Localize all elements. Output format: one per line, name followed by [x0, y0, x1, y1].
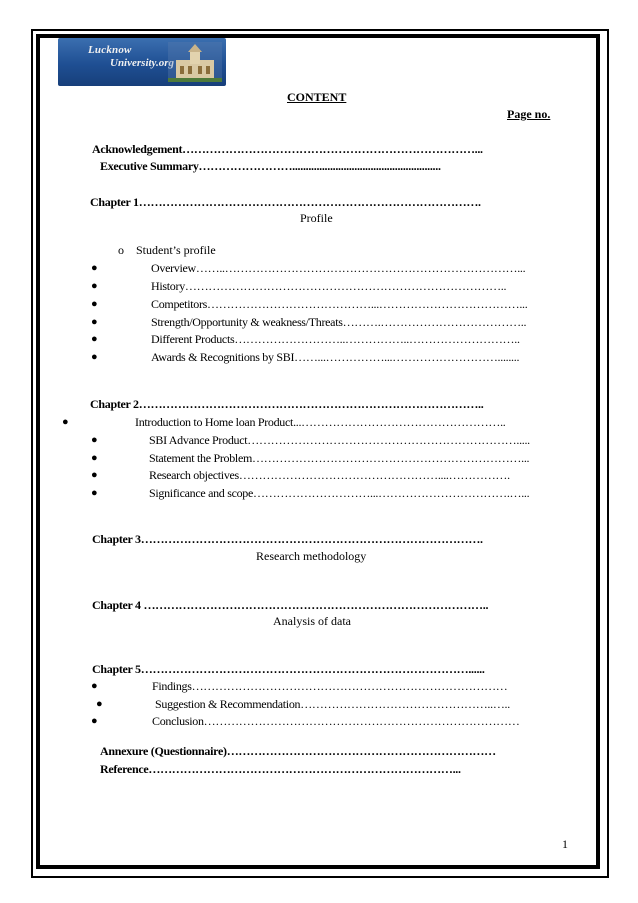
- bullet-icon: ●: [91, 280, 98, 292]
- bullet-icon: ●: [91, 680, 98, 692]
- toc-item: Introduction to Home loan Product...……………………………………………..: [135, 415, 506, 429]
- bullet-icon: ●: [91, 316, 98, 328]
- toc-annexure: Annexure (Questionnaire)……………………………………………………………: [100, 744, 496, 758]
- toc-item: Research objectives……………………………………………....…………….: [149, 468, 510, 482]
- logo-line2: University.org: [110, 57, 175, 69]
- circle-bullet: o: [118, 243, 124, 257]
- bullet-icon: ●: [91, 333, 98, 345]
- toc-item: Significance and scope…………………………...…………………………….…...: [149, 486, 530, 500]
- bullet-icon: ●: [91, 298, 98, 310]
- bullet-icon: ●: [91, 469, 98, 481]
- toc-chapter-1: Chapter 1…………………………………………………………………………….: [90, 195, 481, 209]
- toc-item: Conclusion………………………………………………………………………: [152, 714, 520, 728]
- toc-item: Competitors……………………………………...………………………………...: [151, 297, 528, 311]
- bullet-icon: ●: [91, 351, 98, 363]
- toc-item: Awards & Recognitions by SBI……...……………...………………………........: [151, 350, 520, 364]
- bullet-icon: ●: [91, 487, 98, 499]
- university-logo: [58, 38, 226, 86]
- toc-chapter-3: Chapter 3…………………………………………………………………………….: [92, 532, 483, 546]
- chapter-4-subtitle: Analysis of data: [273, 614, 351, 628]
- toc-item: Overview……..…………………………………………………………………...: [151, 261, 526, 275]
- bullet-icon: ●: [62, 416, 69, 428]
- toc-acknowledgement: Acknowledgement…………………………………………………………………...: [92, 142, 483, 156]
- toc-item: SBI Advance Product…………………………………………………………….....: [149, 433, 530, 447]
- building-icon: [168, 42, 222, 82]
- toc-chapter-2: Chapter 2……………………………………………………………………………..: [90, 397, 484, 411]
- bullet-icon: ●: [96, 698, 103, 710]
- chapter-3-subtitle: Research methodology: [256, 549, 367, 563]
- toc-item: Different Products………………………..……………..………………………..: [151, 332, 520, 346]
- bullet-icon: ●: [91, 434, 98, 446]
- toc-students-profile: Student’s profile: [136, 243, 216, 257]
- toc-chapter-4: Chapter 4 ……………………………………………………………………………..: [92, 598, 489, 612]
- toc-item: Statement the Problem……………………………………………………………...: [149, 451, 530, 465]
- toc-item: History………………………………………………………………………..: [151, 279, 507, 293]
- toc-chapter-5: Chapter 5…………………………………………………………………………......: [92, 662, 485, 676]
- chapter-1-subtitle: Profile: [300, 211, 333, 225]
- toc-item: Strength/Opportunity & weakness/Threats……….………………………………..: [151, 315, 527, 329]
- toc-item: Suggestion & Recommendation…………………………………………..…..: [155, 697, 510, 711]
- content-heading: CONTENT: [287, 90, 347, 104]
- page-number: 1: [562, 837, 568, 851]
- toc-reference: Reference……………………………………………………………………...: [100, 762, 461, 776]
- bullet-icon: ●: [91, 262, 98, 274]
- bullet-icon: ●: [91, 452, 98, 464]
- bullet-icon: ●: [91, 715, 98, 727]
- logo-line1: Lucknow: [88, 44, 132, 56]
- toc-executive-summary: Executive Summary…………………….......................................................: [100, 159, 441, 173]
- toc-item: Findings………………………………………………………………………: [152, 679, 508, 693]
- page-no-label: Page no.: [507, 107, 551, 121]
